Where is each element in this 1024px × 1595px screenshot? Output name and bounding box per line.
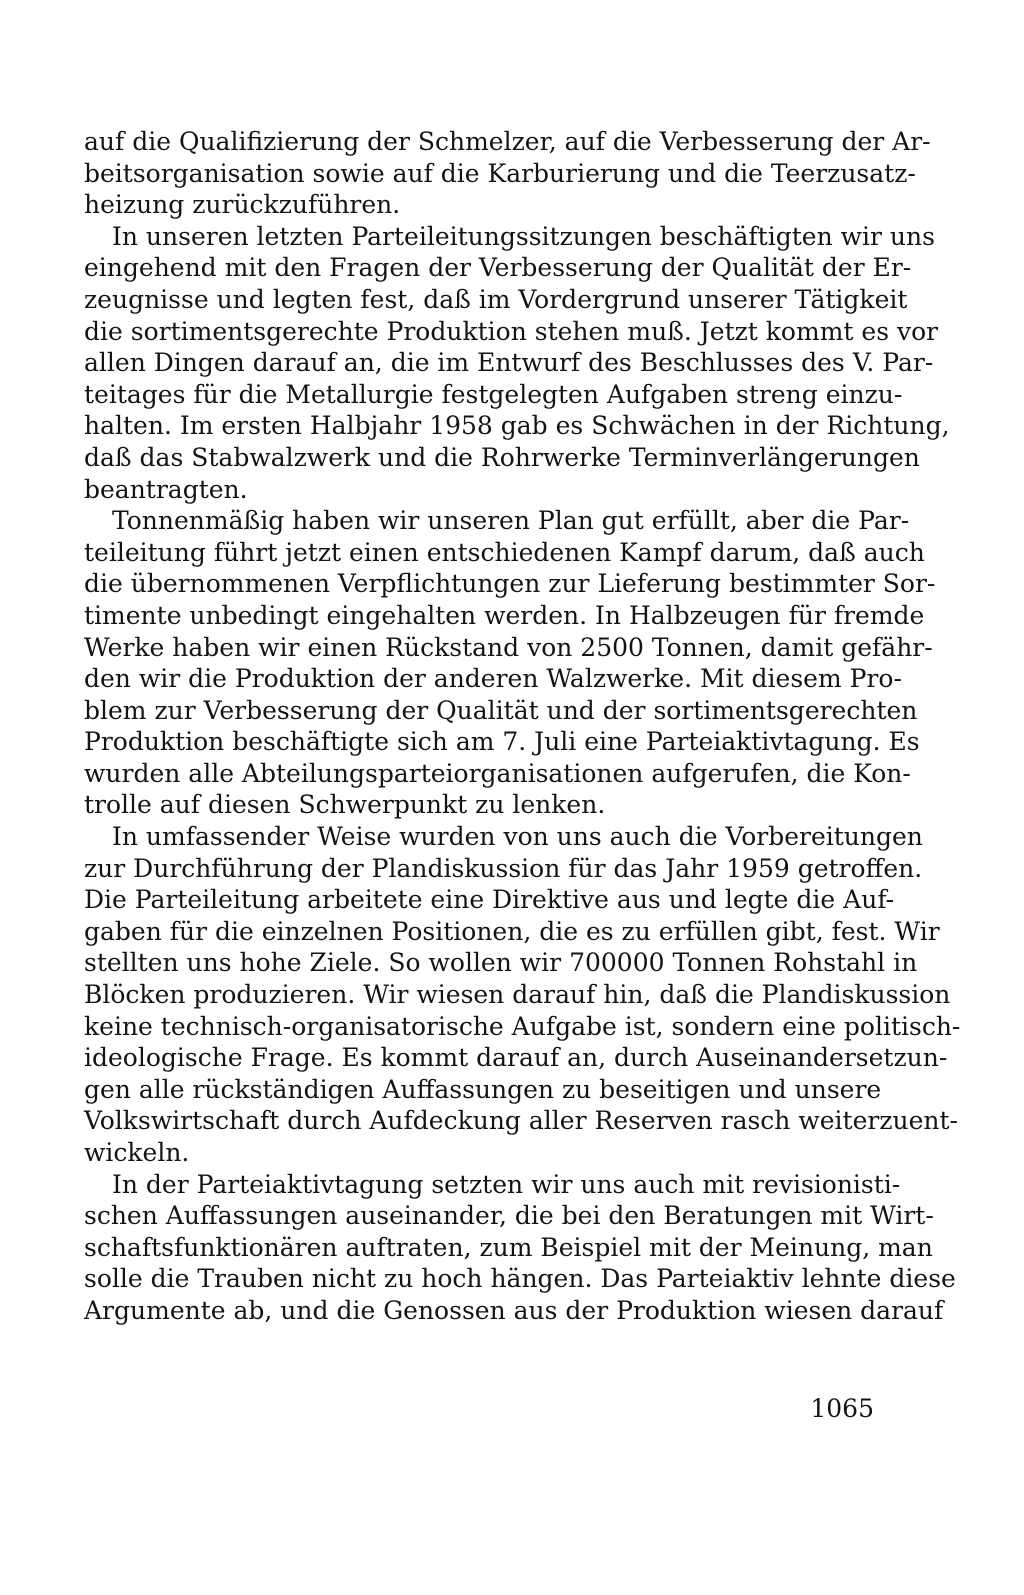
text-line: In der Parteiaktivtagung setzten wir uns auch mit revisionisti- xyxy=(112,1169,901,1199)
text-line: ideologische Frage. Es kommt darauf an, durch Auseinandersetzun- xyxy=(84,1043,948,1073)
text-line: Volkswirtschaft durch Aufdeckung aller Reserven rasch weiterzuent- xyxy=(84,1106,958,1136)
text-line: Werke haben wir einen Rückstand von 2500 Tonnen, damit gefähr- xyxy=(84,632,933,662)
text-line: In umfassender Weise wurden von uns auch die Vorbereitungen xyxy=(112,822,923,852)
paragraph xyxy=(84,1169,956,1327)
text-line: Die Parteileitung arbeitete eine Direktive aus und legte die Auf- xyxy=(84,885,895,915)
text-line: halten. Im ersten Halbjahr 1958 gab es Schwächen in der Richtung, xyxy=(84,411,950,441)
text-line: Argumente ab, und die Genossen aus der Produktion wiesen darauf xyxy=(84,1295,944,1325)
text-line: gaben für die einzelnen Positionen, die es zu erfüllen gibt, fest. Wir xyxy=(84,916,940,946)
text-line: timente unbedingt eingehalten werden. In Halbzeugen für fremde xyxy=(84,600,925,630)
text-line: zur Durchführung der Plandiskussion für das Jahr 1959 getroffen. xyxy=(84,853,923,883)
text-line: keine technisch-organisatorische Aufgabe ist, sondern eine politisch- xyxy=(84,1011,961,1041)
text-line: wurden alle Abteilungsparteiorganisationen aufgerufen, die Kon- xyxy=(84,758,911,788)
text-line: teitages für die Metallurgie festgelegten Aufgaben streng einzu- xyxy=(84,379,903,409)
text-line: zeugnisse und legten fest, daß im Vordergrund unserer Tätigkeit xyxy=(84,284,908,314)
paragraph xyxy=(84,221,950,505)
text-line: schaftsfunktionären auftraten, zum Beispiel mit der Meinung, man xyxy=(84,1232,933,1262)
text-line: Blöcken produzieren. Wir wiesen darauf hin, daß die Plandiskussion xyxy=(84,980,951,1010)
text-line: wickeln. xyxy=(84,1138,190,1167)
text-line: heizung zurückzuführen. xyxy=(84,190,401,220)
text-line: schen Auffassungen auseinander, die bei den Beratungen mit Wirt- xyxy=(84,1201,934,1231)
text-line: solle die Trauben nicht zu hoch hängen. Das Parteiaktiv lehnte diese xyxy=(84,1264,956,1294)
text-line: Produktion beschäftigte sich am 7. Juli eine Parteiaktivtagung. Es xyxy=(84,727,920,757)
text-line: beitsorganisation sowie auf die Karburierung und die Teerzusatz- xyxy=(84,158,916,188)
body-text xyxy=(84,126,961,1327)
paragraph xyxy=(84,505,936,821)
text-line: blem zur Verbesserung der Qualität und der sortimentsgerechten xyxy=(84,695,918,725)
text-line: In unseren letzten Parteileitungssitzungen beschäftigten wir uns xyxy=(112,221,935,251)
text-line: die sortimentsgerechte Produktion stehen muß. Jetzt kommt es vor xyxy=(84,316,939,346)
text-line: trolle auf diesen Schwerpunkt zu lenken. xyxy=(84,790,606,820)
paragraph xyxy=(84,126,931,221)
paragraph xyxy=(84,821,961,1169)
text-line: den wir die Produktion der anderen Walzwerke. Mit diesem Pro- xyxy=(84,664,902,694)
text-line: daß das Stabwalzwerk und die Rohrwerke Terminverlängerungen xyxy=(84,442,920,472)
page-number: 1065 xyxy=(810,1394,874,1423)
text-line: auf die Qualifizierung der Schmelzer, auf die Verbesserung der Ar- xyxy=(84,127,931,156)
text-line: die übernommenen Verpflichtungen zur Lieferung bestimmter Sor- xyxy=(84,569,936,599)
text-line: teileitung führt jetzt einen entschiedenen Kampf darum, daß auch xyxy=(84,537,925,567)
text-line: beantragten. xyxy=(84,474,248,504)
text-line: stellten uns hohe Ziele. So wollen wir 700000 Tonnen Rohstahl in xyxy=(84,948,918,978)
text-line: Tonnenmäßig haben wir unseren Plan gut erfüllt, aber die Par- xyxy=(112,506,910,536)
text-line: gen alle rückständigen Auffassungen zu beseitigen und unsere xyxy=(84,1074,882,1104)
text-line: allen Dingen darauf an, die im Entwurf des Beschlusses des V. Par- xyxy=(84,348,934,378)
text-line: eingehend mit den Fragen der Verbesserung der Qualität der Er- xyxy=(84,253,912,283)
